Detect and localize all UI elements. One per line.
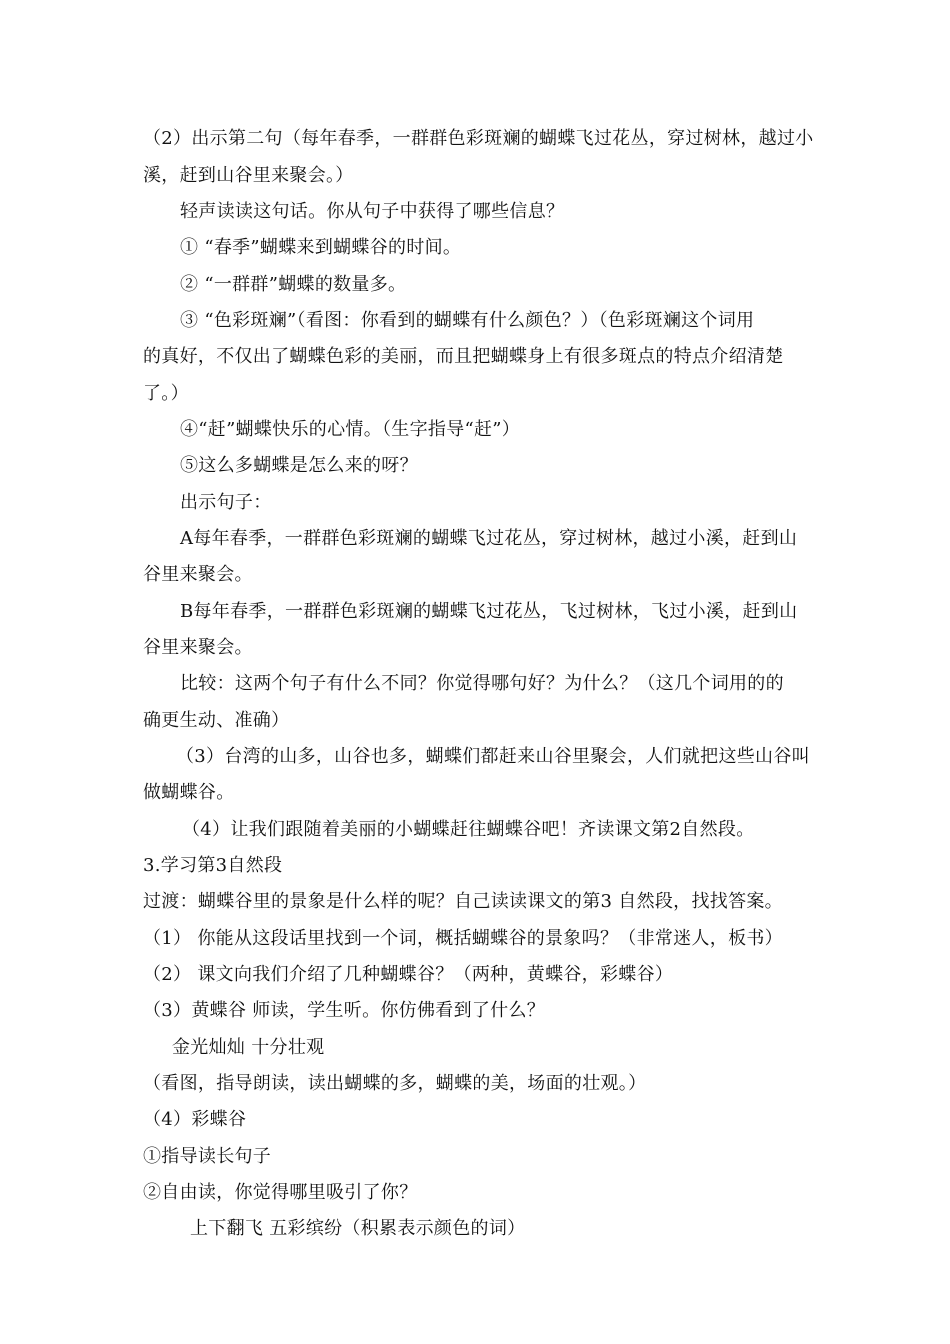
text-line: 了。） [143, 383, 189, 404]
text-line: 的真好，不仅出了蝴蝶色彩的美丽，而且把蝴蝶身上有很多斑点的特点介绍清楚 [143, 346, 784, 367]
text-line: 确更生动、准确） [143, 710, 290, 731]
text-line: 过渡：蝴蝶谷里的景象是什么样的呢？自己读读课文的第3 自然段，找找答案。 [143, 891, 783, 912]
text-line: （3）台湾的山多，山谷也多，蝴蝶们都赶来山谷里聚会，人们就把这些山谷叫 [176, 746, 810, 767]
text-line: 上下翻飞 五彩缤纷（积累表示颜色的词） [190, 1218, 526, 1239]
text-line: B每年春季，一群群色彩斑斓的蝴蝶飞过花丛，飞过树林，飞过小溪，赶到山 [180, 601, 798, 622]
text-line: ②自由读，你觉得哪里吸引了你？ [143, 1182, 418, 1203]
text-line: 轻声读读这句话。你从句子中获得了哪些信息？ [180, 201, 565, 222]
text-line: ①指导读长句子 [143, 1146, 272, 1167]
text-line: （2）出示第二句（每年春季，一群群色彩斑斓的蝴蝶飞过花丛，穿过树林，越过小 [143, 128, 814, 149]
text-line: ④“赶”蝴蝶快乐的心情。（生字指导“赶”） [180, 419, 521, 440]
text-line: 溪，赶到山谷里来聚会。） [143, 165, 354, 186]
text-line: （2） 课文向我们介绍了几种蝴蝶谷？（两种，黄蝶谷，彩蝶谷） [143, 964, 674, 985]
text-line: （1） 你能从这段话里找到一个词，概括蝴蝶谷的景象吗？（非常迷人，板书） [143, 928, 783, 949]
text-line: （看图，指导朗读，读出蝴蝶的多，蝴蝶的美，场面的壮观。） [143, 1073, 647, 1094]
text-line: 出示句子： [180, 492, 272, 513]
text-line: 做蝴蝶谷。 [143, 782, 235, 803]
text-line: 比较：这两个句子有什么不同？你觉得哪句好？为什么？（这几个词用的的 [180, 673, 784, 694]
text-line: ② “一群群”蝴蝶的数量多。 [180, 274, 407, 295]
text-line: ⑤这么多蝴蝶是怎么来的呀？ [180, 455, 418, 476]
text-line: A每年春季，一群群色彩斑斓的蝴蝶飞过花丛，穿过树林，越过小溪，赶到山 [180, 528, 798, 549]
text-line: 金光灿灿 十分壮观 [172, 1037, 325, 1058]
text-line: 谷里来聚会。 [143, 637, 253, 658]
text-line: （4）让我们跟随着美丽的小蝴蝶赶往蝴蝶谷吧！齐读课文第2自然段。 [182, 819, 755, 840]
text-line: ③ “色彩斑斓”（看图：你看到的蝴蝶有什么颜色？）（色彩斑斓这个词用 [180, 310, 755, 331]
text-line: 谷里来聚会。 [143, 564, 253, 585]
text-line: （4）彩蝶谷 [143, 1109, 247, 1130]
text-line: ① “春季”蝴蝶来到蝴蝶谷的时间。 [180, 237, 462, 258]
text-line: （3）黄蝶谷 师读，学生听。你仿佛看到了什么？ [143, 1000, 546, 1021]
section-heading: 3.学习第3自然段 [143, 855, 283, 876]
